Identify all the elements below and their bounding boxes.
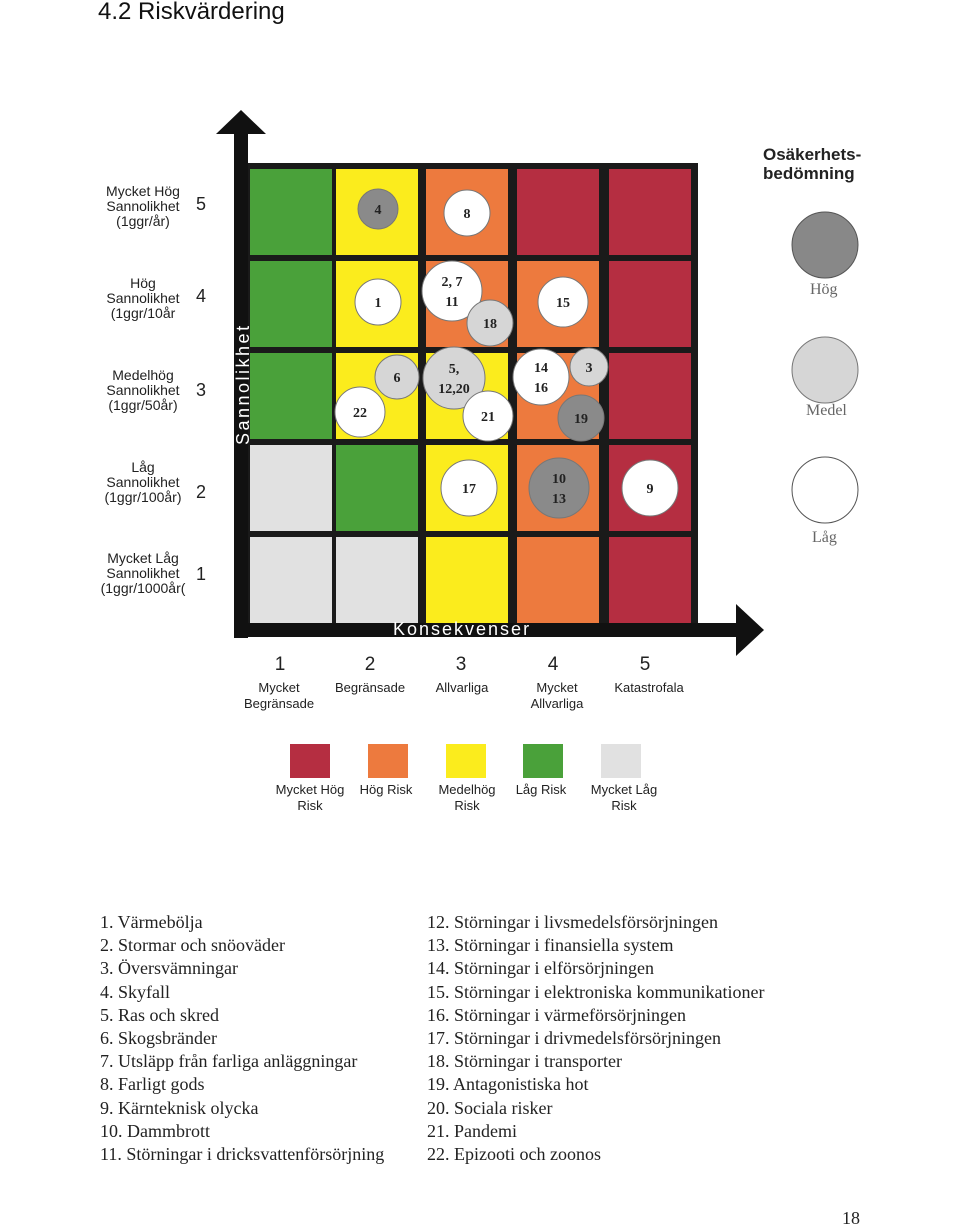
risk-bubble-label: 3 [585, 361, 593, 376]
risk-legend-swatch-high [368, 744, 408, 778]
list-item: 6. Skogsbränder [100, 1028, 217, 1049]
list-item: 11. Störningar i dricksvattenförsörjning [100, 1144, 385, 1165]
risk-bubble-label: 19 [574, 412, 588, 427]
uncertainty-title [763, 145, 861, 183]
matrix-cell [250, 353, 332, 439]
matrix-cell [609, 261, 691, 347]
matrix-cell [609, 537, 691, 623]
uncertainty-label-medium: Medel [806, 402, 847, 419]
risk-bubble-label: 14 [534, 361, 548, 376]
risk-bubble-label: 9 [646, 482, 654, 497]
risk-bubble-label: 21 [481, 410, 495, 425]
consequence-label-line: Allvarliga [435, 680, 489, 695]
risk-legend-swatch-very-low [601, 744, 641, 778]
uncertainty-label-low: Låg [812, 529, 837, 546]
risk-legend-swatch-low [523, 744, 563, 778]
matrix-cell [609, 353, 691, 439]
likelihood-label-line: Låg [131, 459, 155, 475]
risk-bubble-label: 2, 7 [441, 275, 463, 290]
matrix-cell [517, 537, 599, 623]
list-item: 18. Störningar i transporter [427, 1051, 622, 1072]
consequence-number-5: 5 [639, 654, 651, 675]
likelihood-label-line: (1ggr/1000år( [100, 580, 186, 596]
section-heading: 4.2 Riskvärdering [98, 0, 285, 25]
consequence-number-1: 1 [274, 654, 286, 675]
risk-bubble-label: 1 [374, 296, 382, 311]
list-item: 14. Störningar i elförsörjningen [427, 958, 654, 979]
list-item: 16. Störningar i värmeförsörjningen [427, 1004, 686, 1025]
list-item: 22. Epizooti och zoonos [427, 1144, 601, 1165]
likelihood-label-line: (1ggr/50år) [108, 397, 178, 413]
likelihood-label-line: Sannolikhet [106, 474, 180, 490]
likelihood-number-2: 2 [196, 482, 207, 502]
consequence-number-4: 4 [547, 654, 559, 675]
likelihood-label-line: (1ggr/100år) [104, 489, 182, 505]
list-item: 9. Kärnteknisk olycka [100, 1097, 259, 1118]
consequence-axis-label: Konsekvenser [393, 619, 532, 639]
risk-bubble-label: 10 [552, 472, 566, 487]
consequence-number-3: 3 [455, 654, 467, 675]
consequence-label-line: Begränsade [334, 680, 406, 695]
risk-bubble [529, 458, 589, 518]
consequence-label-3 [412, 680, 512, 696]
risk-bubble [513, 349, 569, 405]
likelihood-label-line: Sannolikhet [106, 565, 180, 581]
list-item: 10. Dammbrott [100, 1120, 210, 1141]
list-item: 15. Störningar i elektroniska kommunikationer [427, 981, 765, 1002]
list-item: 3. Översvämningar [100, 958, 238, 979]
matrix-cell [250, 445, 332, 531]
consequence-label-5 [599, 680, 699, 696]
uncertainty-medium-circle [792, 337, 858, 403]
legend-label-line: Mycket Hög [275, 782, 345, 797]
risk-bubble-label: 4 [374, 203, 382, 218]
likelihood-number-3: 3 [196, 380, 207, 400]
likelihood-label-5 [96, 184, 190, 229]
list-item: 1. Värmebölja [100, 912, 203, 932]
risk-bubble-label: 18 [483, 317, 497, 332]
matrix-cell [250, 537, 332, 623]
likelihood-label-line: (1ggr/10år [110, 305, 176, 321]
legend-label-line: Risk [454, 798, 480, 813]
matrix-cell [250, 261, 332, 347]
likelihood-label-1 [96, 551, 190, 596]
risk-bubble-label: 8 [463, 207, 471, 222]
matrix-cell [517, 169, 599, 255]
legend-label-line: Risk [297, 798, 323, 813]
risk-list-right [427, 911, 764, 1166]
risk-legend-swatch-very-high [290, 744, 330, 778]
likelihood-number-5: 5 [196, 194, 207, 214]
likelihood-label-2 [96, 460, 190, 505]
risk-bubble-label: 11 [445, 295, 459, 310]
consequence-label-4 [507, 680, 607, 712]
likelihood-label-line: Mycket Hög [106, 183, 180, 199]
risk-bubble-label: 5, [448, 362, 460, 377]
y-axis-arrowhead [216, 110, 266, 134]
likelihood-label-4 [96, 276, 190, 321]
likelihood-label-line: Sannolikhet [106, 290, 180, 306]
consequence-label-line: Katastrofala [614, 680, 684, 695]
legend-label-line: Hög Risk [359, 782, 413, 797]
consequence-label-line: Allvarliga [530, 696, 584, 711]
consequence-label-line: Begränsade [243, 696, 315, 711]
likelihood-label-3 [96, 368, 190, 413]
matrix-cell [426, 537, 508, 623]
likelihood-label-line: Mycket Låg [107, 550, 179, 566]
likelihood-label-line: Medelhög [112, 367, 174, 383]
legend-label-line: Mycket Låg [590, 782, 658, 797]
uncertainty-low-circle [792, 457, 858, 523]
uncertainty-title-line: Osäkerhets- [763, 145, 862, 164]
risk-bubble-label: 13 [552, 492, 566, 507]
matrix-cell [336, 537, 418, 623]
risk-legend-label-very-low [574, 782, 674, 814]
likelihood-label-line: Hög [130, 275, 156, 291]
list-item: 2. Stormar och snöoväder [100, 935, 285, 956]
risk-bubble-label: 22 [353, 406, 367, 421]
likelihood-label-line: Sannolikhet [106, 382, 180, 398]
list-item: 13. Störningar i finansiella system [427, 935, 674, 956]
legend-label-line: Låg Risk [515, 782, 567, 797]
list-item: 17. Störningar i drivmedelsförsörjningen [427, 1028, 721, 1049]
legend-label-line: Medelhög [438, 782, 496, 797]
risk-bubble-label: 17 [462, 482, 476, 497]
list-item: 20. Sociala risker [427, 1097, 553, 1118]
list-item: 7. Utsläpp från farliga anläggningar [100, 1051, 358, 1072]
list-item: 4. Skyfall [100, 981, 170, 1002]
list-item: 19. Antagonistiska hot [427, 1074, 589, 1095]
risk-bubble-label: 6 [393, 371, 401, 386]
consequence-label-line: Mycket [536, 680, 578, 695]
list-item: 12. Störningar i livsmedelsförsörjningen [427, 912, 718, 932]
uncertainty-high-circle [792, 212, 858, 278]
likelihood-number-4: 4 [196, 286, 207, 306]
risk-bubble-label: 15 [556, 296, 570, 311]
consequence-number-2: 2 [364, 654, 376, 675]
likelihood-axis-label: Sannolikhet [233, 323, 253, 445]
consequence-label-line: Mycket [258, 680, 300, 695]
risk-bubble-label: 16 [534, 381, 548, 396]
legend-label-line: Risk [611, 798, 637, 813]
matrix-cell [250, 169, 332, 255]
risk-list-left [100, 911, 384, 1166]
matrix-cell [609, 169, 691, 255]
list-item: 5. Ras och skred [100, 1004, 219, 1025]
likelihood-label-line: (1ggr/år) [116, 213, 170, 229]
likelihood-label-line: Sannolikhet [106, 198, 180, 214]
risk-legend-swatch-medium-high [446, 744, 486, 778]
consequence-label-2 [320, 680, 420, 696]
uncertainty-label-high: Hög [810, 281, 838, 298]
list-item: 21. Pandemi [427, 1120, 517, 1141]
consequence-label-1 [229, 680, 329, 712]
likelihood-number-1: 1 [196, 564, 207, 584]
matrix-cell [336, 445, 418, 531]
risk-bubble-label: 12,20 [438, 382, 470, 397]
list-item: 8. Farligt gods [100, 1074, 205, 1095]
x-axis-arrowhead [736, 604, 764, 656]
uncertainty-title-line: bedömning [763, 164, 855, 183]
page-number: 18 [842, 1208, 860, 1228]
